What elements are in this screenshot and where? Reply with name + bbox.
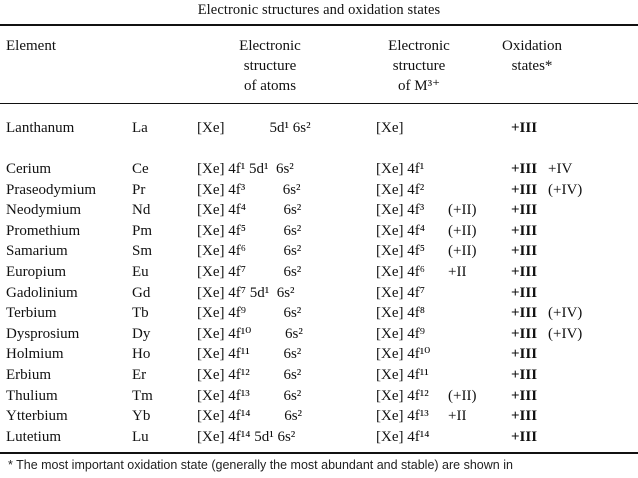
- main-oxidation-state: +III: [511, 264, 538, 280]
- table-row: [0, 283, 638, 303]
- ion-structure: [Xe] 4f²: [376, 181, 425, 198]
- element-symbol: La: [132, 120, 148, 136]
- header-ox-line-2: states*: [511, 58, 553, 74]
- ion-structure: [Xe] 4f⁵: [376, 243, 425, 260]
- atom-structure: [Xe] 4f¹⁰ 6s²: [197, 325, 303, 342]
- main-oxidation-state: +III: [511, 202, 538, 219]
- atom-structure: [Xe] 4f¹⁴ 5d¹ 6s²: [197, 428, 296, 445]
- extra-oxidation-state: (+IV): [548, 305, 583, 322]
- element-symbol: Gd: [132, 284, 151, 301]
- table-row: [0, 200, 638, 220]
- element-symbol: Pr: [132, 181, 146, 198]
- main-oxidation-state: +III: [511, 325, 538, 342]
- table-row: [0, 365, 638, 385]
- minor-oxidation-state: (+II): [448, 387, 477, 404]
- top-rule: [0, 24, 638, 26]
- element-name: Ytterbium: [6, 408, 68, 425]
- ion-structure: [Xe] 4f³: [376, 202, 425, 219]
- minor-oxidation-state: (+II): [448, 222, 477, 239]
- table-row: [0, 262, 638, 282]
- header-ion-structure: [370, 36, 468, 96]
- header-atom-line-2: structure: [243, 58, 297, 74]
- footnote: * The most important oxidation state (generally the most abundant and stable) are shown in: [8, 458, 513, 472]
- element-name: Lutetium: [6, 428, 61, 445]
- minor-oxidation-state: +II: [448, 264, 467, 280]
- main-oxidation-state: +III: [511, 408, 538, 425]
- element-name: Promethium: [6, 222, 81, 239]
- element-symbol: Pm: [132, 222, 153, 239]
- main-oxidation-state: +III: [511, 181, 538, 198]
- header-atom-line-3: of atoms: [243, 78, 297, 94]
- header-atom-structure: [200, 36, 340, 96]
- atom-structure: [Xe] 4f⁷ 6s²: [197, 264, 302, 280]
- atom-structure: [Xe] 4f¹¹ 6s²: [197, 346, 302, 363]
- table-row: [0, 241, 638, 261]
- ion-structure: [Xe] 4f⁸: [376, 305, 425, 322]
- header-atom-line-1: Electronic: [239, 38, 301, 54]
- element-name: Erbium: [6, 367, 51, 383]
- main-oxidation-state: +III: [511, 222, 538, 239]
- minor-oxidation-state: (+II): [448, 243, 477, 260]
- atom-structure: [Xe] 4f¹³ 6s²: [197, 387, 302, 404]
- main-oxidation-state: +III: [511, 428, 538, 445]
- ion-structure: [Xe] 4f¹: [376, 161, 425, 177]
- element-symbol: Tm: [132, 387, 153, 404]
- main-oxidation-state: +III: [511, 387, 538, 404]
- element-symbol: Nd: [132, 202, 151, 219]
- extra-oxidation-state: (+IV): [548, 325, 583, 342]
- element-symbol: Ho: [132, 346, 151, 363]
- atom-structure: [Xe] 4f¹⁴ 6s²: [197, 408, 303, 425]
- table-caption: Electronic structures and oxidation states: [197, 2, 441, 18]
- ion-structure: [Xe] 4f⁹: [376, 325, 425, 342]
- table-row: [0, 386, 638, 406]
- header-ion-line-2: structure: [392, 58, 446, 74]
- ion-structure: [Xe]: [376, 120, 404, 136]
- element-name: Europium: [6, 264, 66, 280]
- table-row: [0, 118, 638, 138]
- table-row: [0, 324, 638, 344]
- atom-structure: [Xe] 4f³ 6s²: [197, 181, 301, 198]
- main-oxidation-state: +III: [511, 161, 538, 177]
- ion-structure: [Xe] 4f⁷: [376, 284, 425, 301]
- table-row: [0, 180, 638, 200]
- element-symbol: Ce: [132, 161, 149, 177]
- main-oxidation-state: +III: [511, 284, 538, 301]
- atom-structure: [Xe] 5d¹ 6s²: [197, 120, 311, 136]
- ion-structure: [Xe] 4f¹³: [376, 408, 429, 425]
- element-symbol: Lu: [132, 428, 149, 445]
- table-row: [0, 406, 638, 426]
- main-oxidation-state: +III: [511, 305, 538, 322]
- atom-structure: [Xe] 4f⁷ 5d¹ 6s²: [197, 284, 295, 301]
- table-row: [0, 303, 638, 323]
- element-name: Lanthanum: [6, 120, 75, 136]
- extra-oxidation-state: +IV: [548, 161, 573, 177]
- table-row: [0, 159, 638, 179]
- header-ion-line-3: of M³⁺: [398, 78, 440, 94]
- header-ox-line-1: Oxidation: [502, 38, 562, 54]
- bottom-rule: [0, 452, 638, 454]
- element-name: Praseodymium: [6, 181, 96, 198]
- header-oxidation-states: [484, 36, 580, 76]
- element-symbol: Dy: [132, 325, 151, 342]
- main-oxidation-state: +III: [511, 346, 538, 363]
- element-name: Cerium: [6, 161, 51, 177]
- main-oxidation-state: +III: [511, 367, 538, 383]
- main-oxidation-state: +III: [511, 243, 538, 260]
- ion-structure: [Xe] 4f¹⁰: [376, 346, 431, 363]
- atom-structure: [Xe] 4f¹ 5d¹ 6s²: [197, 161, 294, 177]
- element-name: Samarium: [6, 243, 68, 260]
- ion-structure: [Xe] 4f¹²: [376, 387, 429, 404]
- element-name: Neodymium: [6, 202, 81, 219]
- element-symbol: Er: [132, 367, 147, 383]
- element-name: Dysprosium: [6, 325, 80, 342]
- element-name: Thulium: [6, 387, 58, 404]
- element-symbol: Sm: [132, 243, 153, 260]
- element-symbol: Eu: [132, 264, 149, 280]
- element-symbol: Tb: [132, 305, 149, 322]
- header-rule: [0, 103, 638, 104]
- extra-oxidation-state: (+IV): [548, 181, 583, 198]
- main-oxidation-state: +III: [511, 120, 538, 136]
- table-row: [0, 221, 638, 241]
- ion-structure: [Xe] 4f¹¹: [376, 367, 429, 383]
- element-name: Terbium: [6, 305, 57, 322]
- atom-structure: [Xe] 4f¹² 6s²: [197, 367, 302, 383]
- element-name: Holmium: [6, 346, 64, 363]
- ion-structure: [Xe] 4f⁶: [376, 264, 425, 280]
- header-element: Element: [6, 38, 56, 54]
- element-symbol: Yb: [132, 408, 151, 425]
- minor-oxidation-state: +II: [448, 408, 467, 425]
- atom-structure: [Xe] 4f⁶ 6s²: [197, 243, 302, 260]
- table-row: [0, 427, 638, 447]
- ion-structure: [Xe] 4f¹⁴: [376, 428, 430, 445]
- element-name: Gadolinium: [6, 284, 78, 301]
- atom-structure: [Xe] 4f⁴ 6s²: [197, 202, 302, 219]
- atom-structure: [Xe] 4f⁹ 6s²: [197, 305, 302, 322]
- minor-oxidation-state: (+II): [448, 202, 477, 219]
- header-ion-line-1: Electronic: [388, 38, 450, 54]
- atom-structure: [Xe] 4f⁵ 6s²: [197, 222, 302, 239]
- ion-structure: [Xe] 4f⁴: [376, 222, 425, 239]
- table-row: [0, 344, 638, 364]
